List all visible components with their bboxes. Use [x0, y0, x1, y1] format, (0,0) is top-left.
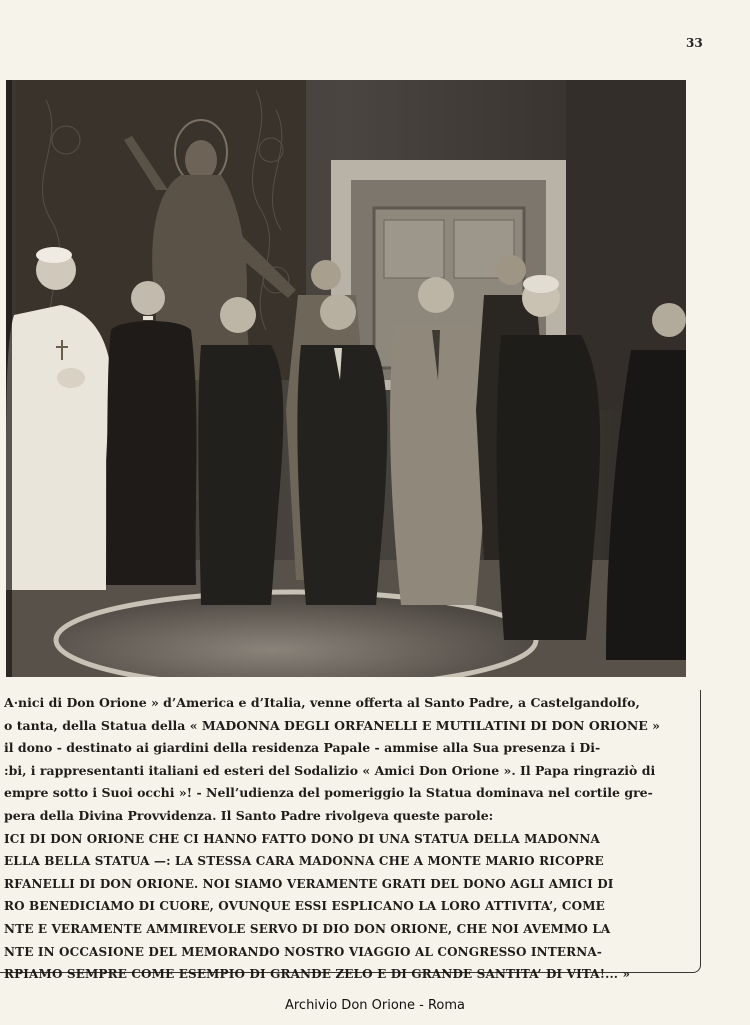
- caption-line: empre sotto i Suoi occhi »! - Nell’udienza del pomeriggio la Statua dominava nel cortile gre-: [4, 785, 653, 801]
- caption-line: A·nici di Don Orione » d’America e d’Italia, venne offerta al Santo Padre, a Castelgandolfo,: [4, 695, 640, 710]
- page-number: 33: [686, 36, 703, 50]
- caption-line: RO BENEDICIAMO DI CUORE, OVUNQUE ESSI ESPLICANO LA LORO ATTIVITA’, COME: [4, 899, 605, 914]
- audience-photograph: [6, 80, 686, 677]
- caption-line: NTE E VERAMENTE AMMIREVOLE SERVO DI DIO DON ORIONE, CHE NOI AVEMMO LA: [4, 921, 611, 936]
- caption-line: pera della Divina Provvidenza. Il Santo Padre rivolgeva queste parole:: [4, 807, 494, 823]
- caption-line: ELLA BELLA STATUA —: LA STESSA CARA MADONNA CHE A MONTE MARIO RICOPRE: [4, 854, 604, 869]
- caption-line: :bi, i rappresentanti italiani ed esteri del Sodalizio « Amici Don Orione ». Il Papa ringraziò di: [4, 762, 656, 778]
- caption-line: NTE IN OCCASIONE DEL MEMORANDO NOSTRO VIAGGIO AL CONGRESSO INTERNA-: [4, 944, 602, 959]
- archive-footer: Archivio Don Orione - Roma: [284, 998, 466, 1013]
- caption-line: ICI DI DON ORIONE CHE CI HANNO FATTO DONO DI UNA STATUA DELLA MADONNA: [4, 831, 600, 846]
- caption-line: RPIAMO SEMPRE COME ESEMPIO DI GRANDE ZELO E DI GRANDE SANTITA’ DI VITA!... »: [4, 967, 631, 982]
- caption-line: il dono - destinato ai giardini della residenza Papale - ammise alla Sua presenza i Di-: [4, 740, 601, 756]
- caption-line: o tanta, della Statua della « MADONNA DEGLI ORFANELLI E MUTILATINI DI DON ORIONE »: [4, 717, 660, 733]
- photo-caption: [4, 692, 688, 986]
- caption-line: RFANELLI DI DON ORIONE. NOI SIAMO VERAMENTE GRATI DEL DONO AGLI AMICI DI: [4, 876, 614, 891]
